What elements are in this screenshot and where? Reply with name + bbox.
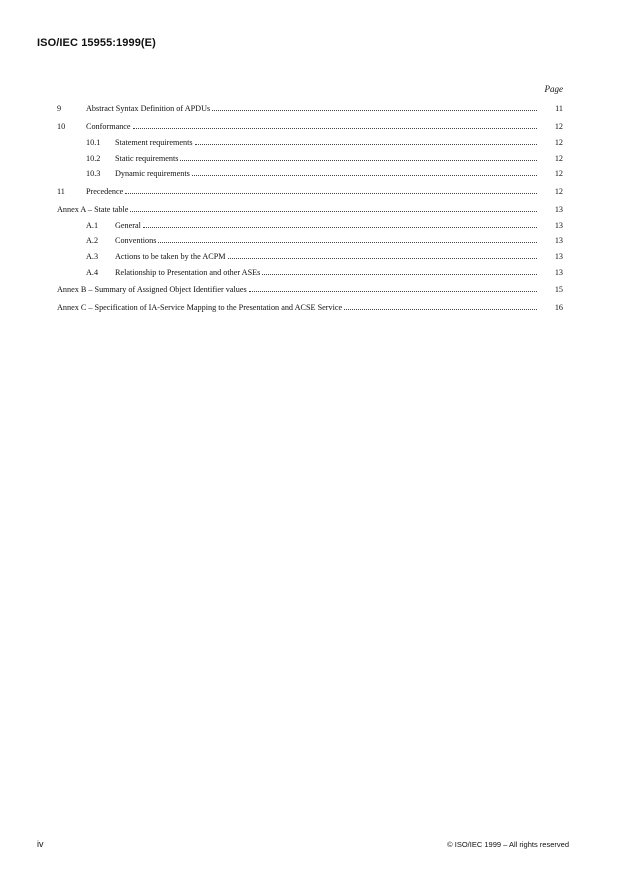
- toc-entry-title: Conformance: [86, 122, 131, 131]
- toc-entry-page: 11: [555, 104, 563, 113]
- toc-entry-page: 13: [554, 204, 563, 214]
- toc-entry-number: A.4: [86, 267, 99, 277]
- dot-leader: [249, 291, 537, 292]
- toc-entry-title: Annex B – Summary of Assigned Object Identifier values: [57, 285, 247, 295]
- copyright-notice: © ISO/IEC 1999 – All rights reserved: [447, 840, 569, 849]
- toc-entry-page: 12: [554, 138, 563, 147]
- dot-leader: [344, 309, 537, 310]
- toc-entry-a-4[interactable]: [57, 265, 563, 281]
- dot-leader: [125, 193, 537, 194]
- page-number: iv: [37, 839, 44, 849]
- toc-entry-title: Annex A – State table: [57, 204, 129, 214]
- toc-entry-annex-b[interactable]: [57, 282, 563, 298]
- toc-entry-11[interactable]: [57, 184, 563, 200]
- page-column-label: Page: [544, 84, 563, 94]
- toc-entry-page: 12: [554, 153, 563, 163]
- toc-entry-title: General: [115, 220, 141, 230]
- toc-entry-10-2[interactable]: [57, 151, 563, 167]
- dot-leader: [228, 258, 537, 259]
- toc-entry-number: A.3: [86, 251, 99, 261]
- toc-entry-page: 15: [554, 285, 563, 295]
- toc-entry-annex-a[interactable]: [57, 202, 563, 218]
- toc-entry-number: 10: [57, 122, 66, 131]
- toc-entry-10-3[interactable]: [57, 166, 563, 182]
- toc-entry-a-1[interactable]: [57, 218, 563, 234]
- dot-leader: [143, 227, 537, 228]
- toc-entry-number: A.1: [86, 220, 99, 230]
- toc-entry-number: A.2: [86, 236, 99, 246]
- dot-leader: [130, 211, 537, 212]
- dot-leader: [133, 128, 537, 129]
- toc-entry-title: Statement requirements: [115, 138, 193, 147]
- toc-entry-number: 10.3: [86, 169, 101, 179]
- dot-leader: [192, 175, 537, 176]
- document-header-title: ISO/IEC 15955:1999(E): [37, 37, 156, 49]
- toc-entry-number: 10.2: [86, 153, 101, 163]
- toc-entry-10[interactable]: [57, 119, 563, 135]
- toc-entry-page: 16: [554, 303, 563, 313]
- toc-entry-number: 11: [57, 186, 65, 196]
- toc-entry-title: Relationship to Presentation and other ASEs: [115, 267, 261, 277]
- table-of-contents: [57, 101, 563, 316]
- dot-leader: [180, 160, 537, 161]
- toc-entry-a-2[interactable]: [57, 233, 563, 249]
- dot-leader: [212, 110, 537, 111]
- toc-entry-title: Dynamic requirements: [115, 169, 190, 179]
- toc-entry-number: 10.1: [86, 138, 101, 147]
- toc-entry-title: Static requirements: [115, 153, 179, 163]
- toc-entry-page: 12: [554, 122, 563, 131]
- dot-leader: [262, 274, 537, 275]
- toc-entry-page: 13: [554, 251, 563, 261]
- toc-entry-annex-c[interactable]: [57, 300, 563, 316]
- toc-entry-9[interactable]: [57, 101, 563, 117]
- toc-entry-title: Annex C – Specification of IA-Service Mapping to the Presentation and ACSE Service: [57, 303, 343, 313]
- dot-leader: [158, 242, 537, 243]
- toc-entry-10-1[interactable]: [57, 135, 563, 151]
- toc-entry-title: Conventions: [115, 236, 157, 246]
- toc-entry-title: Actions to be taken by the ACPM: [115, 251, 226, 261]
- toc-entry-title: Precedence: [86, 186, 124, 196]
- dot-leader: [195, 144, 537, 145]
- toc-entry-page: 13: [554, 267, 563, 277]
- toc-entry-page: 12: [554, 186, 563, 196]
- toc-entry-page: 12: [554, 169, 563, 179]
- toc-entry-title: Abstract Syntax Definition of APDUs: [86, 104, 211, 113]
- toc-entry-page: 13: [554, 236, 563, 246]
- toc-entry-a-3[interactable]: [57, 249, 563, 265]
- toc-entry-page: 13: [554, 220, 563, 230]
- toc-entry-number: 9: [57, 104, 62, 113]
